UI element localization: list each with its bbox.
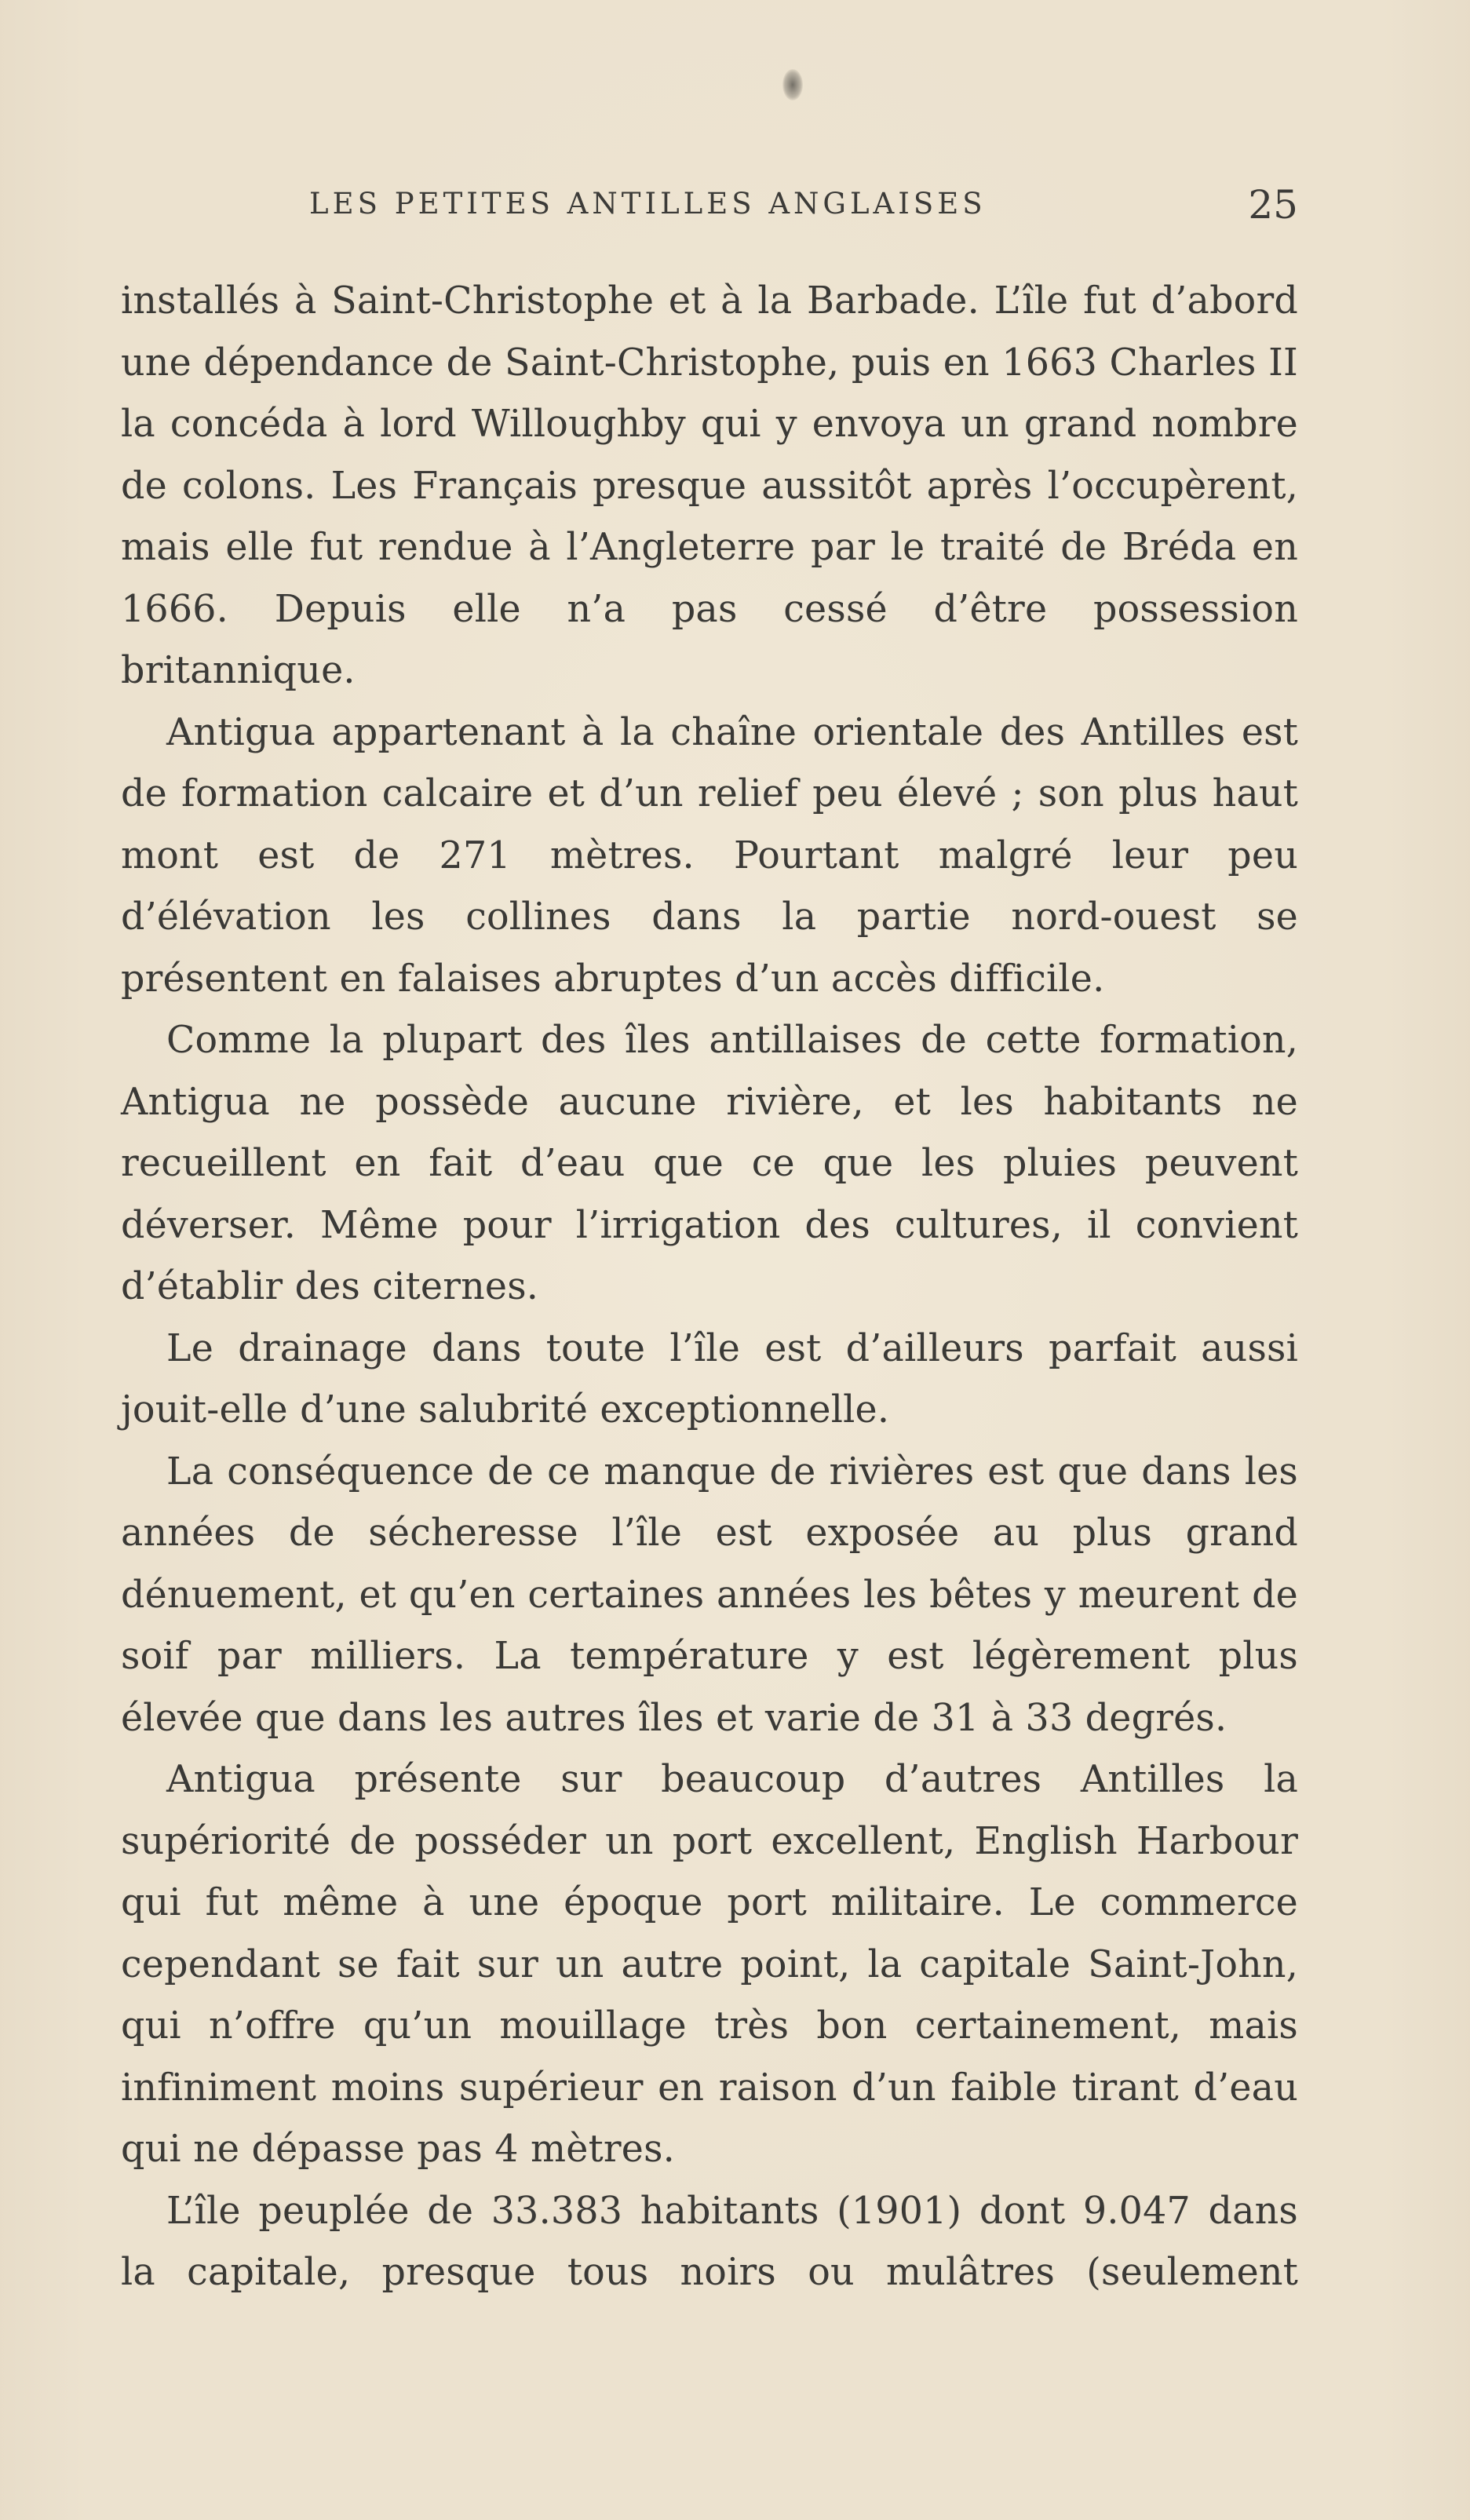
paragraph-5: La conséquence de ce manque de rivières est que dans les années de sécheresse l’île est exposée au plus grand dénuement, et qu’en certaines années les bêtes y meurent de soif par milliers. La température y est légèrement plus élevée que dans les autres îles et varie de 31 à 33 degrés. xyxy=(121,1450,1298,1740)
paragraph-1: installés à Saint-Christophe et à la Barbade. L’île fut d’abord une dépendance de Saint-Christophe, puis en 1663 Charles II la concéda à lord Willoughby qui y envoya un grand nombre de colons. Les Français presque aussitôt après l’occupèrent, mais elle fut rendue à l’Angleterre par le traité de Bréda en 1666. Depuis elle n’a pas cessé d’être possession britannique. xyxy=(121,279,1298,692)
paragraph-4: Le drainage dans toute l’île est d’ailleurs parfait aussi jouit-elle d’une salubrité exceptionnelle. xyxy=(121,1326,1298,1431)
ink-blot xyxy=(782,69,803,100)
page-header xyxy=(309,182,1298,232)
page-number: 25 xyxy=(1248,182,1298,228)
paragraph-6: Antigua présente sur beaucoup d’autres Antilles la supériorité de posséder un port excellent, English Harbour qui fut même à une époque port militaire. Le commerce cependant se fait sur un autre point, la capitale Saint-John, qui n’offre qu’un mouillage très bon certainement, mais infiniment moins supérieur en raison d’un faible tirant d’eau qui ne dépasse pas 4 mètres. xyxy=(121,1758,1298,2171)
paragraph-7: L’île peuplée de 33.383 habitants (1901) dont 9.047 dans la capitale, presque tous noirs ou mulâtres (seulement xyxy=(121,2189,1298,2294)
paragraph-3: Comme la plupart des îles antillaises de cette formation, Antigua ne possède aucune rivière, et les habitants ne recueillent en fait d’eau que ce que les pluies peuvent déverser. Même pour l’irrigation des cultures, il convient d’établir des citernes. xyxy=(121,1019,1298,1308)
running-title: LES PETITES ANTILLES ANGLAISES xyxy=(309,187,987,221)
body-text xyxy=(121,271,1298,2304)
paragraph-2: Antigua appartenant à la chaîne orientale des Antilles est de formation calcaire et d’un relief peu élevé ; son plus haut mont est de 271 mètres. Pourtant malgré leur peu d’élévation les collines dans la partie nord-ouest se présentent en falaises abruptes d’un accès difficile. xyxy=(121,710,1298,1001)
